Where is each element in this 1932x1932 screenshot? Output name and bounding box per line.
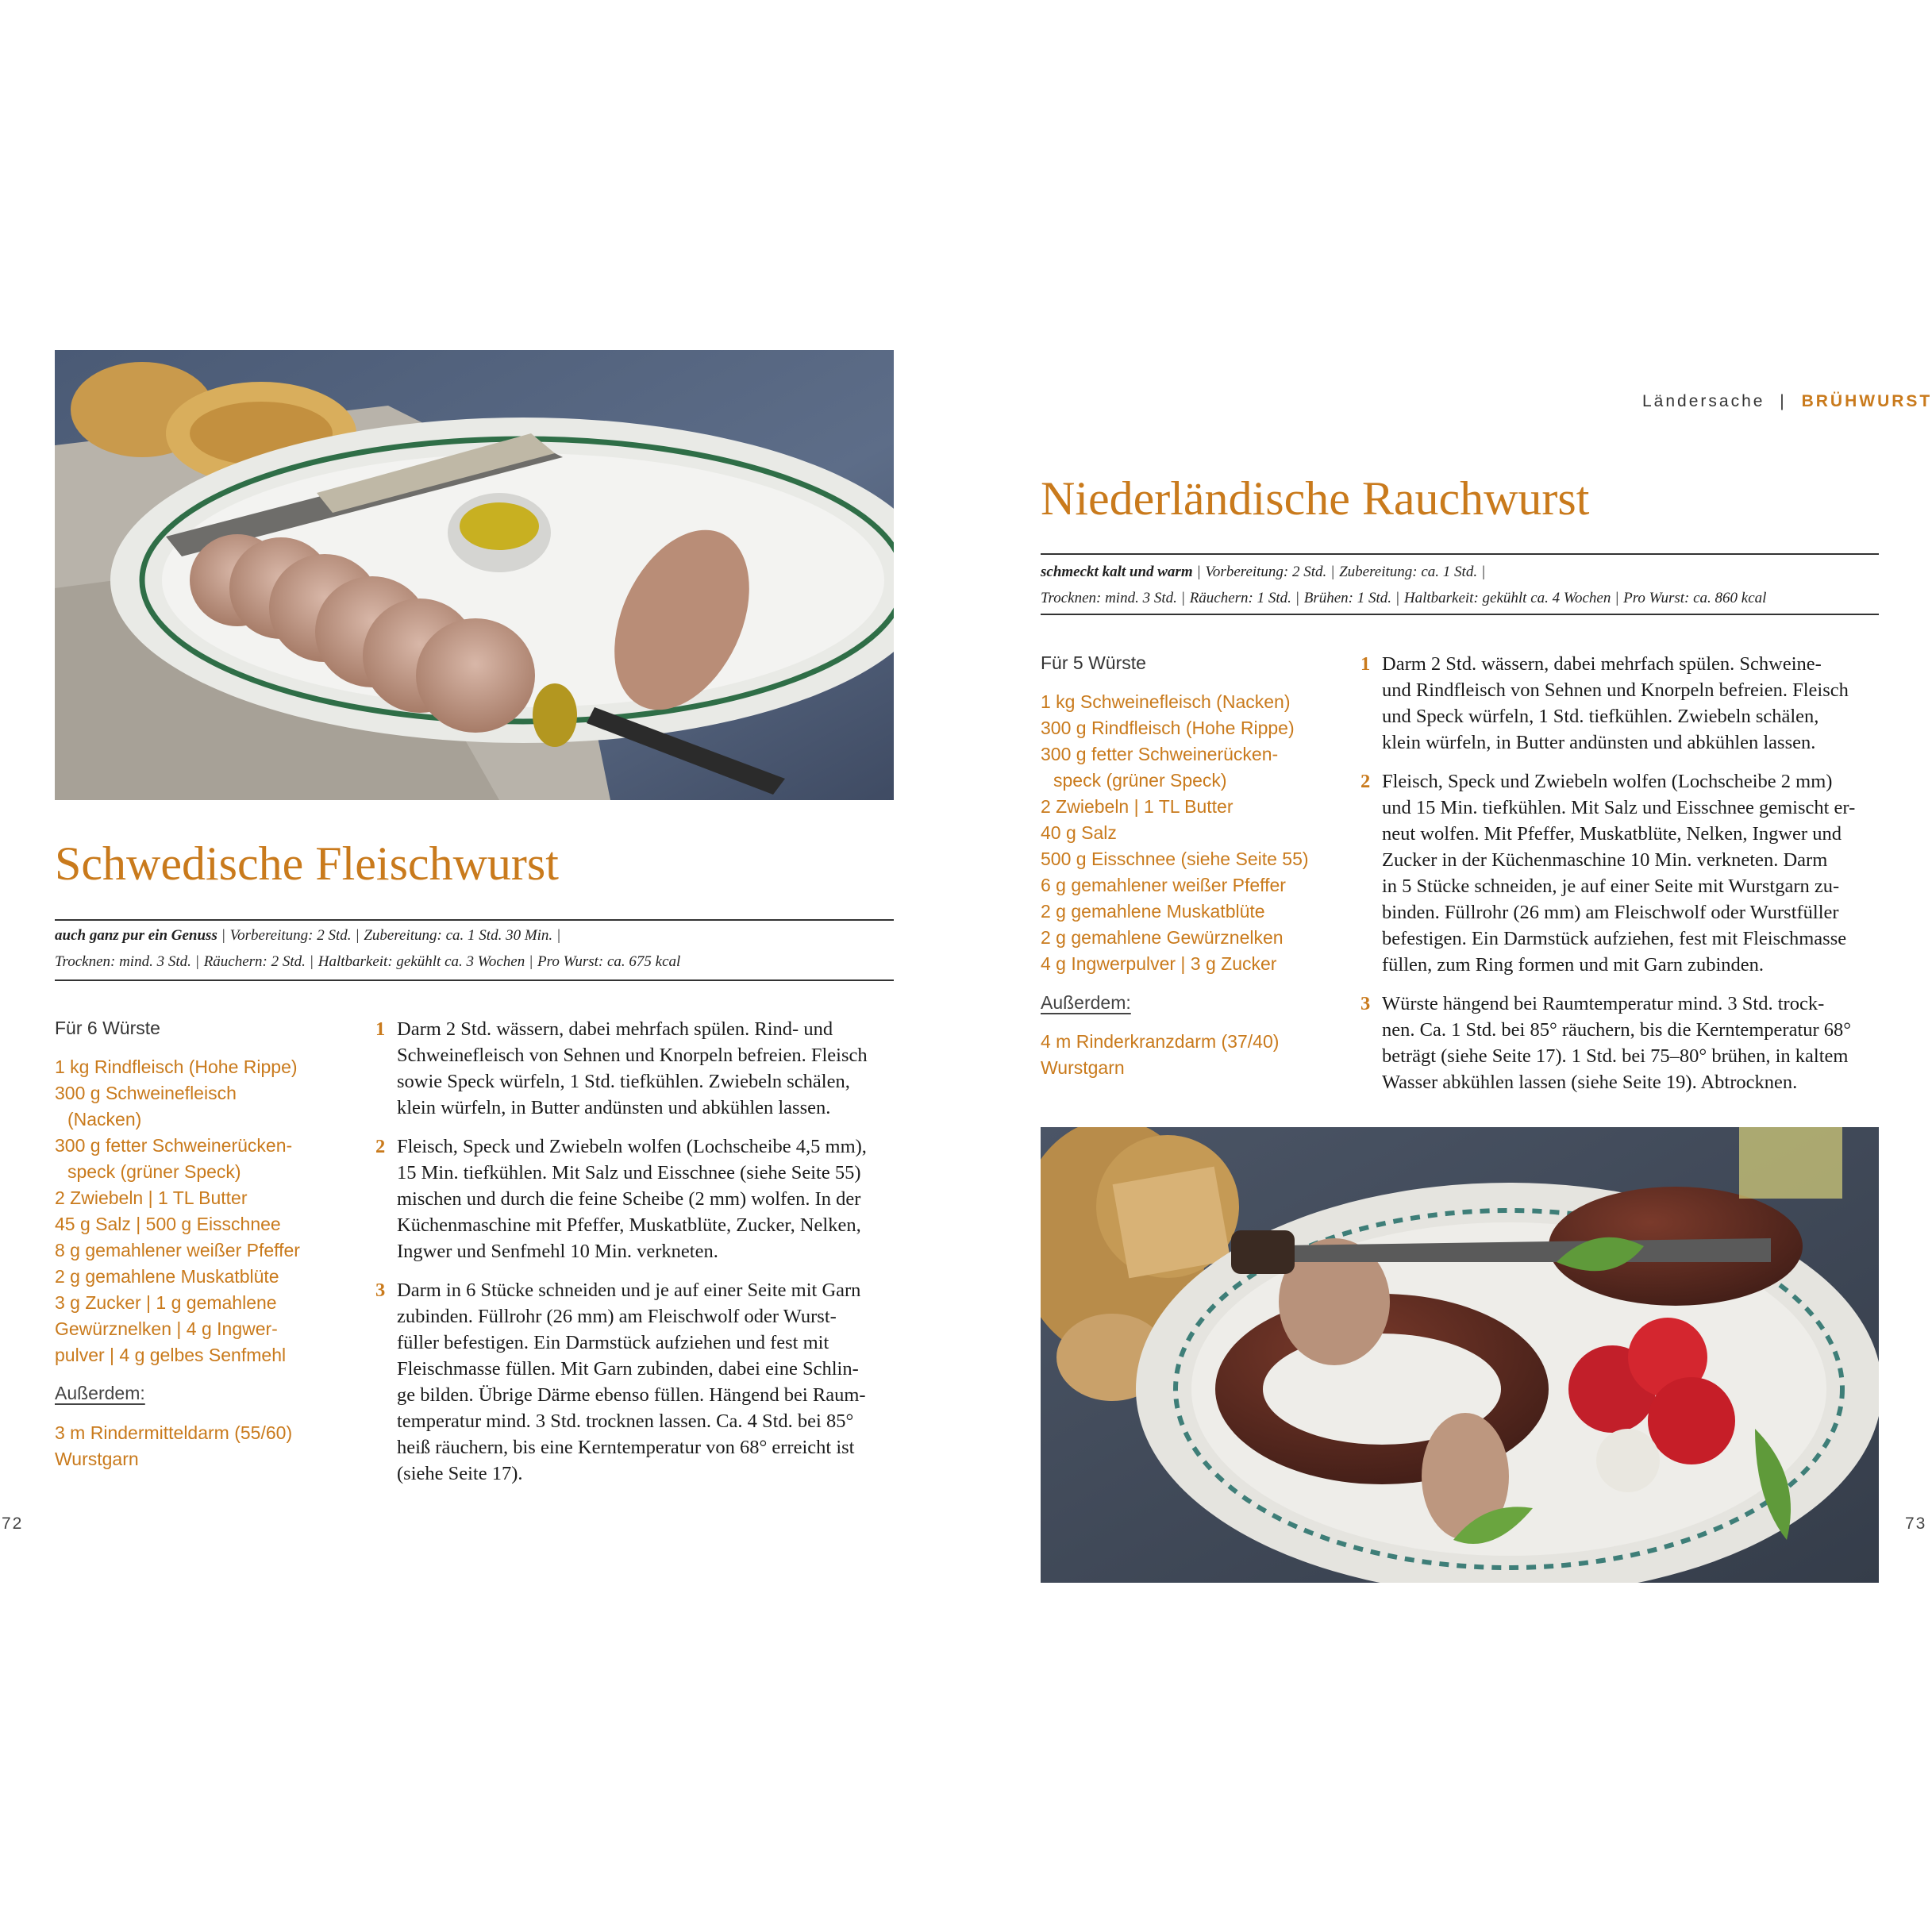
step-item: 2 Fleisch, Speck und Zwiebeln wolfen (Lochscheibe 4,5 mm), 15 Min. tiefkühlen. Mit Salz und Eisschnee (siehe Seite 55) mischen und durch die feine Scheibe (2 mm) wolfen. In der Küchenmaschine mit Pfeffer, Muskatblüte, Zucker, Nelken, Ingwer und Senfmehl 10 Min. verkneten. [375,1133,868,1264]
running-head-section: Ländersache [1642,392,1765,410]
ingredient-item: 300 g fetter Schweinerücken- [1041,744,1279,764]
running-head: Ländersache | BRÜHWURST [1642,392,1932,410]
extra-item: 3 m Rindermitteldarm (55/60) [55,1422,293,1443]
meta-top-rule-left [55,919,894,921]
extras-list-right [1041,1029,1279,1081]
ingredient-item: 4 g Ingwerpulver | 3 g Zucker [1041,953,1277,974]
ingredient-item: speck (grüner Speck) [1053,770,1227,791]
ingredient-item: 2 g gemahlene Gewürznelken [1041,927,1284,948]
ingredient-item: 3 g Zucker | 1 g gemahlene [55,1292,277,1313]
ingredient-item: 300 g Schweinefleisch [55,1083,237,1103]
step-item: 1 Darm 2 Std. wässern, dabei mehrfach spülen. Schweine- und Rindfleisch von Sehnen und Knorpeln befreien. Fleisch und Speck würfeln, 1 Std. tiefkühlen. Zwiebeln schälen, klein würfeln, in Butter andünsten und abkühlen lassen. [1360,651,1855,756]
ingredient-item: pulver | 4 g gelbes Senfmehl [55,1345,287,1365]
meta-info-left [55,922,680,975]
meta-line-2: Trocknen: mind. 3 Std. | Räuchern: 2 Std. | Haltbarkeit: gekühlt ca. 3 Wochen | Pro Wurst: ca. 675 kcal [55,953,681,970]
meta-line-1: schmeckt kalt und warm | Vorbereitung: 2 Std. | Zubereitung: ca. 1 Std. | [1041,564,1485,580]
step-number: 1 [1360,653,1371,675]
ingredient-item: 2 Zwiebeln | 1 TL Butter [1041,796,1233,817]
meta-info-right [1041,559,1766,611]
step-number: 3 [1360,993,1371,1014]
ingredient-item: 45 g Salz | 500 g Eisschnee [55,1214,281,1234]
step-item: 2 Fleisch, Speck und Zwiebeln wolfen (Lochscheibe 2 mm) und 15 Min. tiefkühlen. Mit Salz und Eisschnee gemischt er- neut wolfen. Mit Pfeffer, Muskatblüte, Nelken, Ingwer und Zucker in der Küchenmaschine 10 Min. verkneten. Darm in 5 Stücke schneiden, je auf einer Seite mit Wurstgarn zu- binden. Füllrohr (26 mm) am Fleischwolf oder Wurstfüller befestigen. Ein Darmstück aufziehen, fest mit Fleischmasse füllen, zum Ring formen und mit Garn zubinden. [1360,768,1855,978]
meta-line-2: Trocknen: mind. 3 Std. | Räuchern: 1 Std. | Brühen: 1 Std. | Haltbarkeit: gekühlt ca. 4 Wochen | Pro Wurst: ca. 860 kcal [1041,590,1767,606]
page-number-right: 73 [1905,1514,1927,1533]
step-number: 1 [375,1018,386,1040]
rauchwurst-photo [1041,1127,1879,1583]
ingredient-item: 6 g gemahlener weißer Pfeffer [1041,875,1286,895]
step-number: 3 [375,1280,386,1301]
meta-line-1: auch ganz pur ein Genuss | Vorbereitung: 2 Std. | Zubereitung: ca. 1 Std. 30 Min. | [55,927,560,944]
steps-left [375,1016,868,1499]
ingredient-item: 2 g gemahlene Muskatblüte [55,1266,279,1287]
ingredient-item: 40 g Salz [1041,822,1117,843]
ingredient-item: Gewürznelken | 4 g Ingwer- [55,1318,278,1339]
yield-right: Für 5 Würste [1041,652,1146,673]
ingredient-item: 2 g gemahlene Muskatblüte [1041,901,1265,922]
ingredient-item: 2 Zwiebeln | 1 TL Butter [55,1187,248,1208]
extras-label-right: Außerdem: [1041,992,1131,1013]
page-number-left: 72 [2,1514,24,1533]
meta-bottom-rule-right [1041,614,1879,615]
steps-right [1360,651,1855,1108]
fleischwurst-photo [55,350,894,800]
ingredients-list-left [55,1054,300,1368]
ingredient-item: 8 g gemahlener weißer Pfeffer [55,1240,300,1260]
ingredient-item: 500 g Eisschnee (siehe Seite 55) [1041,849,1309,869]
meta-bottom-rule-left [55,979,894,981]
yield-left: Für 6 Würste [55,1018,160,1038]
recipe-title-left: Schwedische Fleischwurst [55,837,559,890]
ingredient-item: 1 kg Rindfleisch (Hohe Rippe) [55,1056,298,1077]
running-head-category: BRÜHWURST [1801,392,1932,410]
recipe-title-right: Niederländische Rauchwurst [1041,472,1590,525]
ingredient-item: (Nacken) [67,1109,142,1130]
ingredients-list-right [1041,689,1309,977]
meta-top-rule-right [1041,553,1879,555]
extra-item: Wurstgarn [55,1449,139,1469]
ingredient-item: 300 g Rindfleisch (Hohe Rippe) [1041,718,1295,738]
step-item: 3 Würste hängend bei Raumtemperatur mind. 3 Std. trock- nen. Ca. 1 Std. bei 85° räuchern, bis die Kerntemperatur 68° beträgt (siehe Seite 17). 1 Std. bei 75–80° brühen, in kaltem Wasser abkühlen lassen (siehe Seite 19). Abtrocknen. [1360,991,1855,1095]
step-item: 1 Darm 2 Std. wässern, dabei mehrfach spülen. Rind- und Schweinefleisch von Sehnen und Knorpeln befreien. Fleisch sowie Speck würfeln, 1 Std. tiefkühlen. Zwiebeln schälen, klein würfeln, in Butter andünsten und abkühlen lassen. [375,1016,868,1121]
extra-item: Wurstgarn [1041,1057,1125,1078]
extra-item: 4 m Rinderkranzdarm (37/40) [1041,1031,1280,1052]
extras-label-left: Außerdem: [55,1383,145,1403]
extras-list-left [55,1420,292,1472]
ingredient-item: speck (grüner Speck) [67,1161,241,1182]
step-item: 3 Darm in 6 Stücke schneiden und je auf einer Seite mit Garn zubinden. Füllrohr (26 mm) am Fleischwolf oder Wurst- füller befestigen. Ein Darmstück aufziehen und fest mit Fleischmasse füllen. Mit Garn zubinden, dabei eine Schlin- ge bilden. Übrige Därme ebenso füllen. Hängend bei Raum- temperatur mind. 3 Std. trocknen lassen. Ca. 4 Std. bei 85° heiß räuchern, bis eine Kerntemperatur von 68° erreicht ist (siehe Seite 17). [375,1277,868,1487]
step-number: 2 [375,1136,386,1157]
ingredient-item: 1 kg Schweinefleisch (Nacken) [1041,691,1291,712]
step-number: 2 [1360,771,1371,792]
ingredient-item: 300 g fetter Schweinerücken- [55,1135,293,1156]
